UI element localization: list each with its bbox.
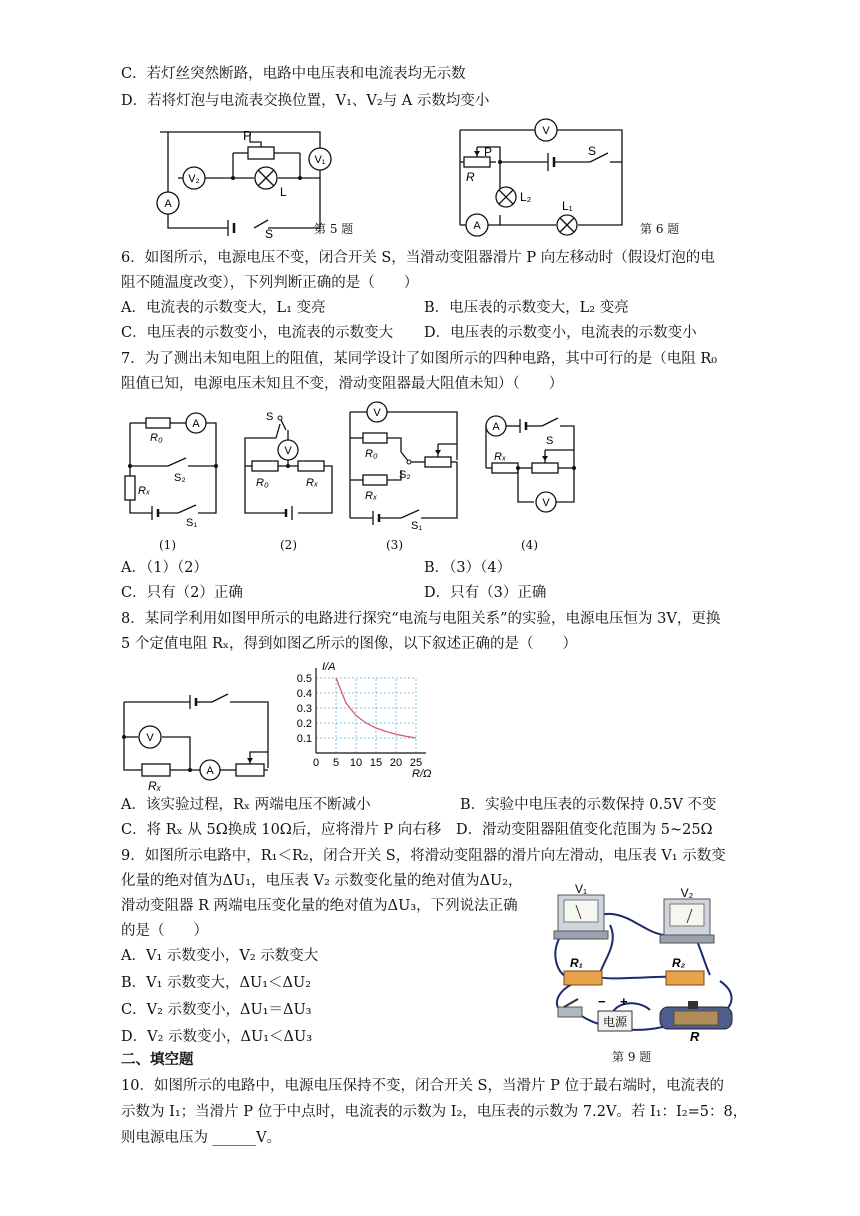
q9-stem-line2: 化量的绝对值为ΔU₁，电压表 V₂ 示数变化量的绝对值为ΔU₂， [121, 873, 523, 889]
q9-label-plus: + [620, 994, 628, 1009]
chart-y-tick-label: 0.3 [296, 703, 312, 715]
q5-label-v2: V₂ [188, 173, 200, 185]
q9-label-minus: − [598, 994, 606, 1009]
q8-stem-line2: 5 个定值电阻 Rₓ，得到如图乙所示的图像，以下叙述正确的是（ ） [121, 636, 578, 652]
q9-label-r: R [690, 1029, 700, 1044]
chart-x-tick-label: 20 [389, 757, 403, 769]
q6-figure-caption: 第 6 题 [640, 222, 680, 236]
q6-stem-line1: 6．如图所示，电源电压不变，闭合开关 S，当滑动变阻器滑片 P 向左移动时（假设灯泡的电 [121, 250, 715, 266]
q7-fig4-label-rx: Rₓ [494, 451, 507, 463]
section-heading-fill-in: 二、填空题 [121, 1051, 194, 1068]
q7-option-a: A．（1）（2） [121, 560, 208, 576]
chart-y-label: I/A [322, 661, 336, 673]
chart-x-tick-label: 15 [369, 757, 383, 769]
chart-x-tick-label: 10 [349, 757, 363, 769]
q10-line2: 示数为 I₁；当滑片 P 位于中点时，电流表的示数为 I₂，电压表的示数为 7.2V。若 I₁：I₂=5：8， [121, 1104, 748, 1120]
chart-x-tick-label: 5 [332, 757, 340, 769]
q7-fig4-label-s: S [546, 435, 554, 447]
figure-q7-circuit-4 [476, 410, 586, 520]
q9-stem-line3: 滑动变阻器 R 两端电压变化量的绝对值为ΔU₃，下列说法正确 [121, 898, 518, 914]
q8-option-c: C．将 Rₓ 从 5Ω换成 10Ω后，应将滑片 P 向右移 [121, 822, 442, 838]
q9-option-a: A．V₁ 示数变小，V₂ 示数变大 [121, 948, 319, 964]
q5-label-v1: V₁ [314, 154, 326, 166]
figure-q8-circuit [120, 680, 280, 795]
q6-label-s: S [588, 144, 597, 158]
q7-option-b: B．（3）（4） [424, 560, 512, 576]
q8-option-a: A．该实验过程，Rₓ 两端电压不断减小 [121, 797, 371, 813]
q8-option-b: B．实验中电压表的示数保持 0.5V 不变 [460, 797, 717, 813]
q10-line1: 10．如图所示的电路中，电源电压保持不变，闭合开关 S，当滑片 P 位于最右端时，电流表的 [121, 1078, 724, 1094]
q7-fig2-label-s: S [266, 411, 274, 423]
q9-label-r1: R₁ [570, 956, 583, 970]
q6-option-a: A．电流表的示数变大，L₁ 变亮 [121, 300, 326, 316]
q7-fig3-label-s1: S₁ [411, 520, 423, 532]
q7-stem-line2: 阻值已知，电源电压未知且不变，滑动变阻器最大阻值未知）（ ） [121, 376, 564, 392]
q7-fig2-label-rx: Rₓ [306, 477, 319, 489]
q7-option-c: C．只有（2）正确 [121, 585, 243, 601]
q7-option-d: D．只有（3）正确 [424, 585, 547, 601]
q7-fig3-label-s2: S₂ [399, 469, 411, 481]
q10-line3: 则电源电压为 ______V。 [121, 1130, 282, 1146]
q8-label-a: A [206, 765, 214, 777]
q7-fig4-label-v: V [542, 497, 550, 509]
q7-fig-label-2: (2) [280, 538, 297, 552]
q7-fig3-label-rx: Rₓ [365, 490, 378, 502]
figure-q8-chart [288, 660, 438, 780]
q5-option-d: D．若将灯泡与电流表交换位置，V₁、V₂与 A 示数均变小 [121, 93, 490, 109]
q6-option-d: D．电压表的示数变小，电流表的示数变小 [424, 325, 697, 341]
q9-label-r2: R₂ [672, 956, 686, 970]
figure-q6-circuit [450, 115, 640, 240]
q7-fig3-label-r0: R₀ [365, 448, 378, 460]
q9-figure-caption: 第 9 题 [612, 1050, 652, 1064]
q9-stem-line1: 9．如图所示电路中，R₁＜R₂，闭合开关 S，将滑动变阻器的滑片向左滑动，电压表 V₁ 示数变 [121, 848, 726, 864]
q6-stem-line2: 阻不随温度改变），下列判断正确的是（ ） [121, 275, 419, 291]
q7-fig1-label-s2: S₂ [174, 472, 186, 484]
q6-option-c: C．电压表的示数变小，电流表的示数变大 [121, 325, 394, 341]
q6-label-l1: L₁ [562, 199, 573, 213]
q7-fig4-label-a: A [492, 421, 500, 433]
q6-label-a: A [473, 220, 481, 232]
figure-q7-circuit-3 [345, 400, 465, 532]
q8-label-rx: Rₓ [148, 779, 162, 793]
q7-fig2-label-v: V [284, 445, 292, 457]
q7-stem-line1: 7．为了测出未知电阻上的阻值，某同学设计了如图所示的四种电路，其中可行的是（电阻 R₀ [121, 351, 718, 367]
q6-label-v: V [542, 125, 550, 137]
q5-figure-caption: 第 5 题 [314, 222, 354, 236]
q9-option-c: C．V₂ 示数变小，ΔU₁＝ΔU₃ [121, 1002, 312, 1018]
q6-label-l2: L₂ [520, 190, 532, 204]
chart-y-tick-label: 0.4 [296, 688, 312, 700]
q9-stem-line4: 的是（ ） [121, 923, 208, 939]
q7-fig-label-3: (3) [386, 538, 403, 552]
q7-fig-label-1: (1) [159, 538, 176, 552]
q7-fig2-label-r0: R₀ [256, 477, 269, 489]
q9-option-d: D．V₂ 示数变小，ΔU₁＜ΔU₃ [121, 1029, 313, 1045]
q6-label-p: P [484, 145, 493, 159]
q9-option-b: B．V₁ 示数变大，ΔU₁＜ΔU₂ [121, 975, 312, 991]
q9-label-v1: V₁ [574, 882, 588, 896]
chart-x-label: R/Ω [412, 768, 432, 780]
q5-label-s: S [265, 227, 274, 241]
chart-x-tick-label: 25 [409, 757, 423, 769]
q7-fig-label-4: (4) [521, 538, 538, 552]
q5-label-a: A [164, 198, 172, 210]
q5-option-c: C．若灯丝突然断路，电路中电压表和电流表均无示数 [121, 66, 466, 82]
q6-label-r: R [466, 170, 475, 184]
chart-y-tick-label: 0.2 [296, 718, 312, 730]
q7-fig1-label-a: A [192, 418, 200, 430]
q8-label-v: V [146, 732, 154, 744]
chart-y-tick-label: 0.5 [296, 673, 312, 685]
q8-stem-line1: 8．某同学利用如图甲所示的电路进行探究“电流与电阻关系”的实验，电源电压恒为 3V，更换 [121, 611, 721, 627]
q7-fig1-label-s1: S₁ [186, 517, 198, 529]
figure-q9-apparatus [540, 882, 740, 1045]
figure-q7-circuit-1 [120, 408, 220, 529]
chart-x-tick-label: 0 [312, 757, 320, 769]
figure-q7-circuit-2 [240, 408, 340, 523]
q5-label-p: P [243, 128, 252, 143]
q7-fig1-label-rx: Rₓ [138, 485, 151, 497]
q9-label-power: 电源 [602, 1015, 628, 1029]
q7-fig1-label-r0: R₀ [150, 432, 163, 444]
chart-y-tick-label: 0.1 [296, 733, 312, 745]
q6-option-b: B．电压表的示数变大，L₂ 变亮 [424, 300, 629, 316]
q9-label-v2: V₂ [680, 886, 694, 900]
q7-fig3-label-v: V [373, 407, 381, 419]
q8-option-d: D．滑动变阻器阻值变化范围为 5~25Ω [456, 822, 713, 838]
q5-label-l: L [280, 185, 287, 199]
